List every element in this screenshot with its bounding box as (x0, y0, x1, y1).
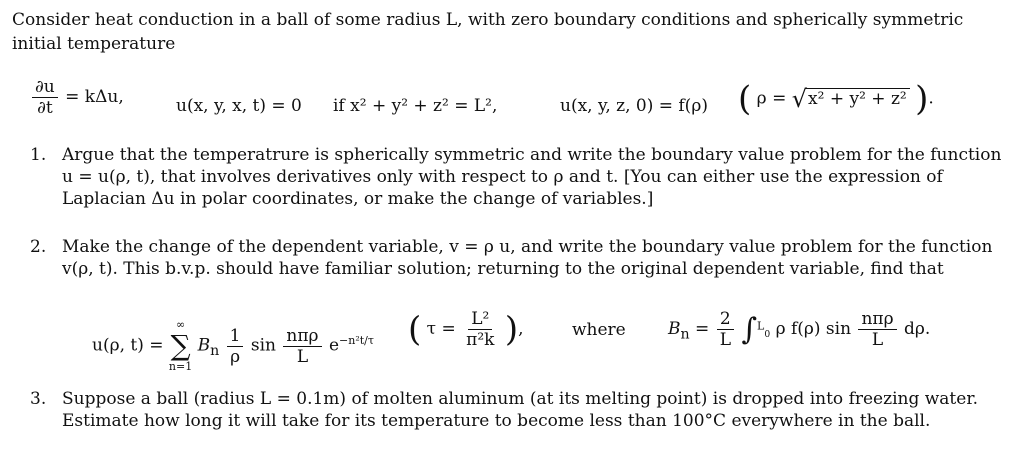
integrand-arg-denominator: L (871, 330, 884, 350)
bn-equals: = (695, 319, 710, 339)
question-1-number: 1. (30, 145, 47, 165)
coefficient-formula (668, 310, 930, 349)
question-1-line-1: Argue that the temperatrure is spherically symmetric and write the boundary value problem for the function (62, 145, 1002, 165)
intro-paragraph (12, 8, 1012, 56)
question-2-line-1: Make the change of the dependent variable, v = ρ u, and write the boundary value problem for the function (62, 237, 993, 257)
rho-period: . (928, 88, 934, 109)
integral-lower: 0 (764, 329, 771, 341)
sum-upper-limit: ∞ (175, 318, 186, 331)
coefficient-b: B (197, 335, 211, 356)
question-2 (30, 236, 1000, 284)
series-solution (0, 300, 1024, 373)
question-3-line-2: Estimate how long it will take for its temperature to become less than 100°C everywhere in the ball. (62, 411, 931, 431)
tau-lhs: τ = (426, 319, 456, 339)
rho-denominator: ρ (230, 346, 241, 367)
boundary-condition: u(x, y, x, t) = 0 (176, 96, 302, 116)
integrand-arg-numerator: nπρ (858, 310, 896, 330)
question-1-line-3: Laplacian Δu in polar coordinates, or make the change of variables.] (62, 189, 654, 209)
initial-condition: u(x, y, z, 0) = f(ρ) (560, 96, 708, 116)
integrand: ρ f(ρ) sin (775, 319, 852, 339)
integral-limits (757, 319, 771, 341)
integral-sign: ∫ (741, 312, 758, 347)
differential: dρ. (903, 319, 931, 339)
coefficient-sub: n (210, 342, 220, 359)
question-3-number: 3. (30, 389, 47, 409)
rho-definition-lhs: ρ = (756, 88, 787, 109)
tau-numerator: L² (468, 310, 492, 330)
boundary-condition-domain: if x² + y² + z² = L², (333, 96, 498, 116)
tau-fraction (463, 310, 497, 349)
tau-comma: , (518, 319, 524, 339)
two-numerator: 2 (717, 310, 734, 330)
exponent: −n²t/τ (339, 333, 374, 347)
summation (169, 318, 192, 374)
bn-lhs-sub: n (680, 326, 690, 343)
sine-arg-denominator: L (296, 346, 309, 367)
question-3-text (62, 388, 1000, 432)
question-1 (30, 144, 1000, 214)
heat-equation (30, 78, 124, 117)
partial-derivative-fraction (32, 78, 58, 117)
one-over-rho (227, 327, 244, 366)
integral-upper: L (757, 319, 765, 333)
question-2-line-2: v(ρ, t). This b.v.p. should have familiar solution; returning to the original dependent variable, find that (62, 259, 944, 279)
question-3-line-1: Suppose a ball (radius L = 0.1m) of molten aluminum (at its melting point) is dropped into freezing water. (62, 389, 978, 409)
one-numerator: 1 (227, 327, 244, 347)
problem-equations (0, 72, 1024, 138)
question-1-text (62, 144, 1000, 210)
sine-label: sin (250, 335, 277, 356)
bn-lhs: B (668, 319, 681, 339)
sum-lower-limit: n=1 (168, 360, 193, 373)
series-lhs: u(ρ, t) = (92, 335, 164, 356)
exponential: e (328, 335, 340, 356)
intro-line-1: Consider heat conduction in a ball of some radius L, with zero boundary conditions and spherically symmetric (12, 10, 964, 30)
question-1-line-2: u = u(ρ, t), that involves derivatives only with respect to ρ and t. [You can either use the expression of (62, 167, 943, 187)
series-formula (92, 318, 374, 374)
tau-denominator: π²k (466, 330, 495, 350)
l-denominator: L (719, 330, 731, 350)
where-label: where (572, 320, 626, 340)
sine-argument (283, 327, 321, 366)
question-2-text (62, 236, 1000, 280)
rho-radicand: x² + y² + z² (805, 88, 910, 109)
sum-sign: ∑ (170, 329, 191, 362)
integrand-sine-argument (858, 310, 896, 349)
question-2-number: 2. (30, 237, 47, 257)
pde-rhs: = kΔu, (65, 87, 124, 107)
question-3 (30, 388, 1000, 436)
two-over-l (717, 310, 734, 349)
intro-line-2: initial temperature (12, 34, 176, 54)
pde-denominator: ∂t (37, 98, 53, 118)
rho-definition: ( ρ = √x² + y² + z² ). (738, 79, 934, 119)
pde-numerator: ∂u (32, 78, 58, 98)
tau-definition: ( τ = $\frac{\text{L²}}{\text{π²k}}$ ), (408, 309, 524, 350)
sine-arg-numerator: nπρ (283, 327, 321, 347)
